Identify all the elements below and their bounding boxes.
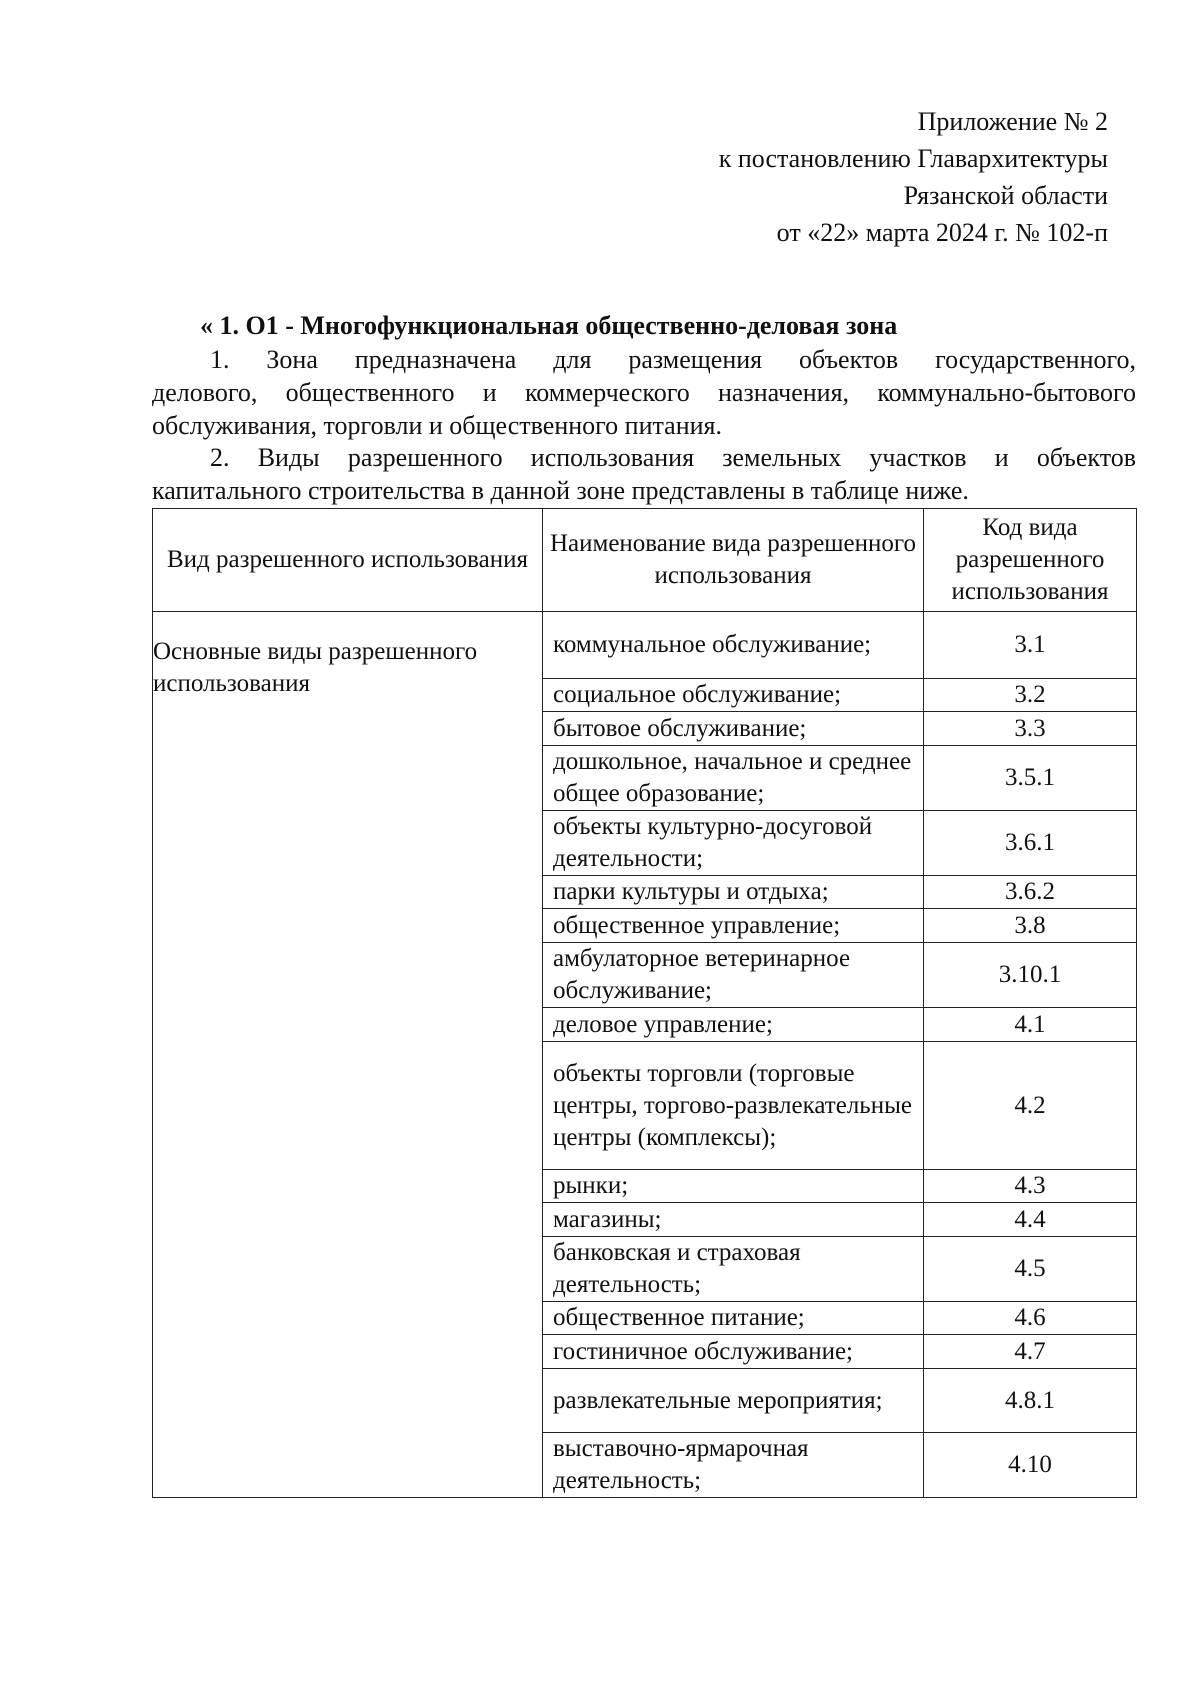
use-code-cell: 3.1 [924, 612, 1137, 679]
use-code-cell: 3.6.1 [924, 811, 1137, 876]
use-code-cell: 4.3 [924, 1170, 1137, 1203]
use-code-cell: 3.8 [924, 909, 1137, 943]
use-name-cell: коммунальное обслуживание; [543, 612, 924, 679]
use-code-cell: 4.10 [924, 1433, 1137, 1498]
use-code-cell: 4.2 [924, 1042, 1137, 1170]
use-name-cell: гостиничное обслуживание; [543, 1335, 924, 1369]
use-name-cell: амбулаторное ветеринарное обслуживание; [543, 943, 924, 1008]
use-code-cell: 4.8.1 [924, 1369, 1137, 1433]
appendix-header [719, 103, 1108, 251]
use-code-cell: 4.4 [924, 1203, 1137, 1237]
paragraph-line: обслуживания, торговли и общественного питания. [152, 411, 722, 440]
appendix-number: Приложение № 2 [917, 107, 1108, 136]
use-name-cell: выставочно-ярмарочная деятельность; [543, 1433, 924, 1498]
section-title: « 1. О1 - Многофункциональная общественно-деловая зона [200, 311, 898, 340]
paragraph-zone-purpose [152, 343, 1136, 442]
use-name-cell: социальное обслуживание; [543, 679, 924, 712]
paragraph-line: 1. Зона предназначена для размещения объектов государственного, [210, 345, 1136, 374]
use-code-cell: 4.5 [924, 1237, 1137, 1302]
appendix-decree: к постановлению Главархитектуры [718, 144, 1108, 173]
header-use-code: Код вида разрешенного использования [924, 509, 1137, 612]
use-name-cell: банковская и страховая деятельность; [543, 1237, 924, 1302]
use-name-cell: объекты торговли (торговые центры, торгово-развлекательные центры (комплексы); [543, 1042, 924, 1170]
use-name-cell: общественное питание; [543, 1302, 924, 1335]
use-name-cell: дошкольное, начальное и среднее общее образование; [543, 746, 924, 811]
use-code-cell: 3.3 [924, 712, 1137, 746]
use-code-cell: 4.6 [924, 1302, 1137, 1335]
use-name-cell: объекты культурно-досуговой деятельности; [543, 811, 924, 876]
table-row [153, 612, 1137, 679]
use-name-cell: развлекательные мероприятия; [543, 1369, 924, 1433]
use-name-cell: бытовое обслуживание; [543, 712, 924, 746]
paragraph-permitted-uses [152, 441, 1136, 507]
use-name-cell: рынки; [543, 1170, 924, 1203]
use-code-cell: 3.2 [924, 679, 1137, 712]
use-name-cell: деловое управление; [543, 1008, 924, 1042]
paragraph-line: капитального строительства в данной зоне представлены в таблице ниже. [152, 476, 969, 505]
paragraph-line: делового, общественного и коммерческого назначения, коммунально-бытового [152, 378, 1136, 407]
use-name-cell: парки культуры и отдыха; [543, 876, 924, 909]
use-code-cell: 4.7 [924, 1335, 1137, 1369]
table-header-row [153, 509, 1137, 612]
table-body [153, 612, 1137, 1498]
use-code-cell: 4.1 [924, 1008, 1137, 1042]
paragraph-line: 2. Виды разрешенного использования земельных участков и объектов [210, 443, 1136, 472]
use-code-cell: 3.5.1 [924, 746, 1137, 811]
header-use-name: Наименование вида разрешенного использования [543, 509, 924, 612]
group-label: Основные виды разрешенного использования [153, 612, 543, 1498]
permitted-use-table [152, 508, 1137, 1498]
use-name-cell: общественное управление; [543, 909, 924, 943]
use-code-cell: 3.10.1 [924, 943, 1137, 1008]
appendix-region: Рязанской области [903, 181, 1108, 210]
use-name-cell: магазины; [543, 1203, 924, 1237]
header-use-type: Вид разрешенного использования [153, 509, 543, 612]
use-code-cell: 3.6.2 [924, 876, 1137, 909]
appendix-date: от «22» марта 2024 г. № 102-п [776, 218, 1108, 247]
